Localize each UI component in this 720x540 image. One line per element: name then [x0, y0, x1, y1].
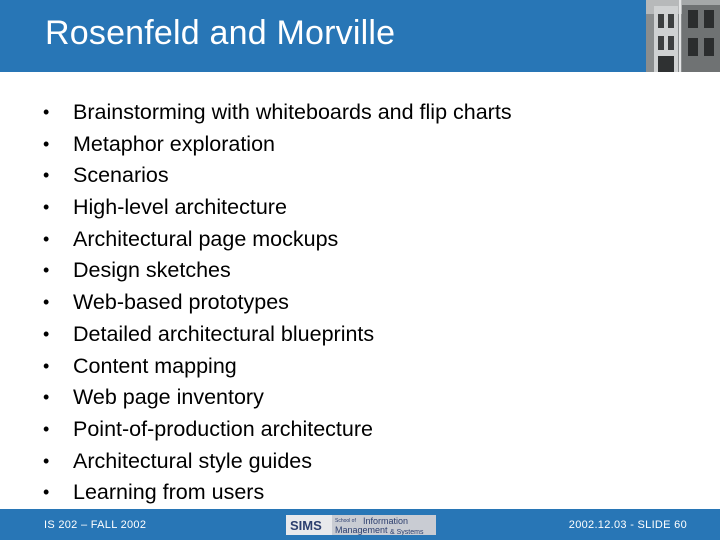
logo-main: SIMS	[290, 518, 322, 533]
bullet-text: Architectural style guides	[73, 448, 312, 473]
bullet-dot-icon: •	[43, 228, 50, 249]
bullet-item	[43, 351, 512, 383]
bullet-dot-icon: •	[43, 387, 50, 408]
bullet-dot-icon: •	[43, 102, 50, 122]
bullet-text: Web-based prototypes	[73, 290, 289, 315]
slide-title: Rosenfeld and Morville	[45, 14, 396, 52]
bullet-item	[43, 446, 512, 478]
bullet-item	[43, 382, 512, 414]
bullet-dot-icon: •	[43, 482, 50, 503]
bullet-text: High-level architecture	[73, 195, 287, 220]
bullet-dot-icon: •	[43, 323, 50, 344]
bullet-text: Metaphor exploration	[73, 131, 275, 156]
building-photo	[646, 0, 720, 72]
bullet-item	[43, 160, 512, 192]
bullet-text: Learning from users	[73, 480, 265, 505]
slide-number: 2002.12.03 - SLIDE 60	[568, 519, 687, 531]
bullet-dot-icon: •	[43, 133, 50, 154]
bullet-text: Scenarios	[73, 163, 169, 188]
bullet-item	[43, 477, 512, 509]
slide-header	[0, 0, 720, 72]
bullet-item	[43, 192, 512, 224]
slide-footer	[0, 509, 720, 540]
bullet-dot-icon: •	[43, 355, 50, 376]
bullet-list	[43, 97, 512, 509]
bullet-text: Design sketches	[73, 258, 231, 283]
bullet-text: Brainstorming with whiteboards and flip charts	[73, 100, 512, 124]
bullet-dot-icon: •	[43, 292, 50, 313]
bullet-text: Point-of-production architecture	[73, 416, 373, 441]
bullet-text: Content mapping	[73, 353, 237, 378]
bullet-item	[43, 287, 512, 319]
bullet-text: Web page inventory	[73, 385, 264, 410]
logo-management: Management	[335, 525, 388, 535]
bullet-item	[43, 414, 512, 446]
bullet-item	[43, 97, 512, 129]
bullet-text: Architectural page mockups	[73, 226, 339, 251]
bullet-text: Detailed architectural blueprints	[73, 321, 375, 346]
bullet-item	[43, 129, 512, 161]
logo-school-of: School of	[335, 518, 356, 524]
bullet-dot-icon: •	[43, 197, 50, 218]
bullet-dot-icon: •	[43, 418, 50, 439]
bullet-item	[43, 319, 512, 351]
course-label: IS 202 – FALL 2002	[44, 519, 147, 531]
bullet-item	[43, 255, 512, 287]
bullet-item	[43, 224, 512, 256]
logo-information: Information	[363, 516, 409, 526]
bullet-dot-icon: •	[43, 260, 50, 281]
bullet-dot-icon: •	[43, 450, 50, 471]
logo-systems: & Systems	[390, 529, 424, 535]
bullet-dot-icon: •	[43, 165, 50, 186]
sims-logo	[286, 515, 436, 535]
